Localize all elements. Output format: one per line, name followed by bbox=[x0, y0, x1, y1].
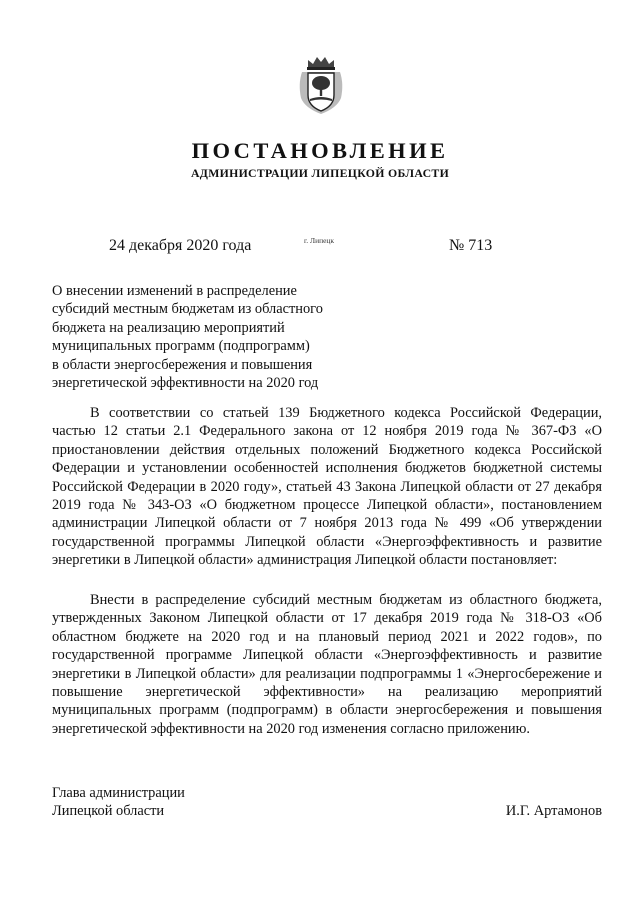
document-subtitle: АДМИНИСТРАЦИИ ЛИПЕЦКОЙ ОБЛАСТИ bbox=[190, 166, 450, 180]
subject-line: субсидий местным бюджетам из областного bbox=[52, 301, 323, 318]
document-date: 24 декабря 2020 года bbox=[109, 237, 252, 254]
body-paragraph-resolution: Внести в распределение субсидий местным бюджетам из областного бюджета, утвержденных Законом Липецкой области от 17 декабря 2019 года № 318-ОЗ «Об областном бюджете на 2020 год и на плановый период 2021 и 2022 годов», по государственной программе Липецкой области «Энергоэффективность и развитие энергетики в Липецкой области» для реализации подпрограммы 1 «Энергосбережение и повышение энергетической эффективности» на реализацию мероприятий муниципальных программ (подпрограмм) в области энергосбережения и повышения энергетической эффективности на 2020 год изменения согласно приложению. bbox=[52, 592, 602, 737]
lipetsk-oblast-coat-of-arms-icon bbox=[296, 54, 346, 116]
subject-line: О внесении изменений в распределение bbox=[52, 283, 297, 299]
document-title: ПОСТАНОВЛЕНИЕ bbox=[191, 138, 449, 163]
subject-line: энергетической эффективности на 2020 год bbox=[52, 375, 319, 392]
body-paragraph-preamble: В соответствии со статьей 139 Бюджетного кодекса Российской Федерации, частью 12 статьи 2.1 Федерального закона от 12 ноября 2019 года № 367-ФЗ «О приостановлении действия отдельных положений Бюджетного кодекса Российской Федерации и установлении особенностей исполнения бюджетов бюджетной системы Российской Федерации в 2020 году», статьей 43 Закона Липецкой области от 27 декабря 2019 года № 343-ОЗ «О бюджетном процессе Липецкой области», постановлением администрации Липецкой области от 7 ноября 2013 года № 499 «Об утверждении государственной программы Липецкой области «Энергоэффективность и развитие энергетики в Липецкой области» администрация Липецкой области постановляет: bbox=[52, 405, 602, 569]
subject-line: бюджета на реализацию мероприятий bbox=[52, 319, 285, 336]
signatory-position-line: Глава администрации bbox=[52, 785, 185, 801]
signatory-position bbox=[52, 784, 185, 821]
signatory-position-line: Липецкой области bbox=[52, 803, 165, 820]
signatory-name: И.Г. Артамонов bbox=[505, 803, 602, 819]
document-city: г. Липецк bbox=[304, 236, 335, 245]
subject-line: в области энергосбережения и повышения bbox=[52, 356, 313, 373]
subject-line: муниципальных программ (подпрограмм) bbox=[52, 338, 310, 355]
document-subject bbox=[52, 282, 352, 392]
document-number: № 713 bbox=[449, 237, 493, 254]
